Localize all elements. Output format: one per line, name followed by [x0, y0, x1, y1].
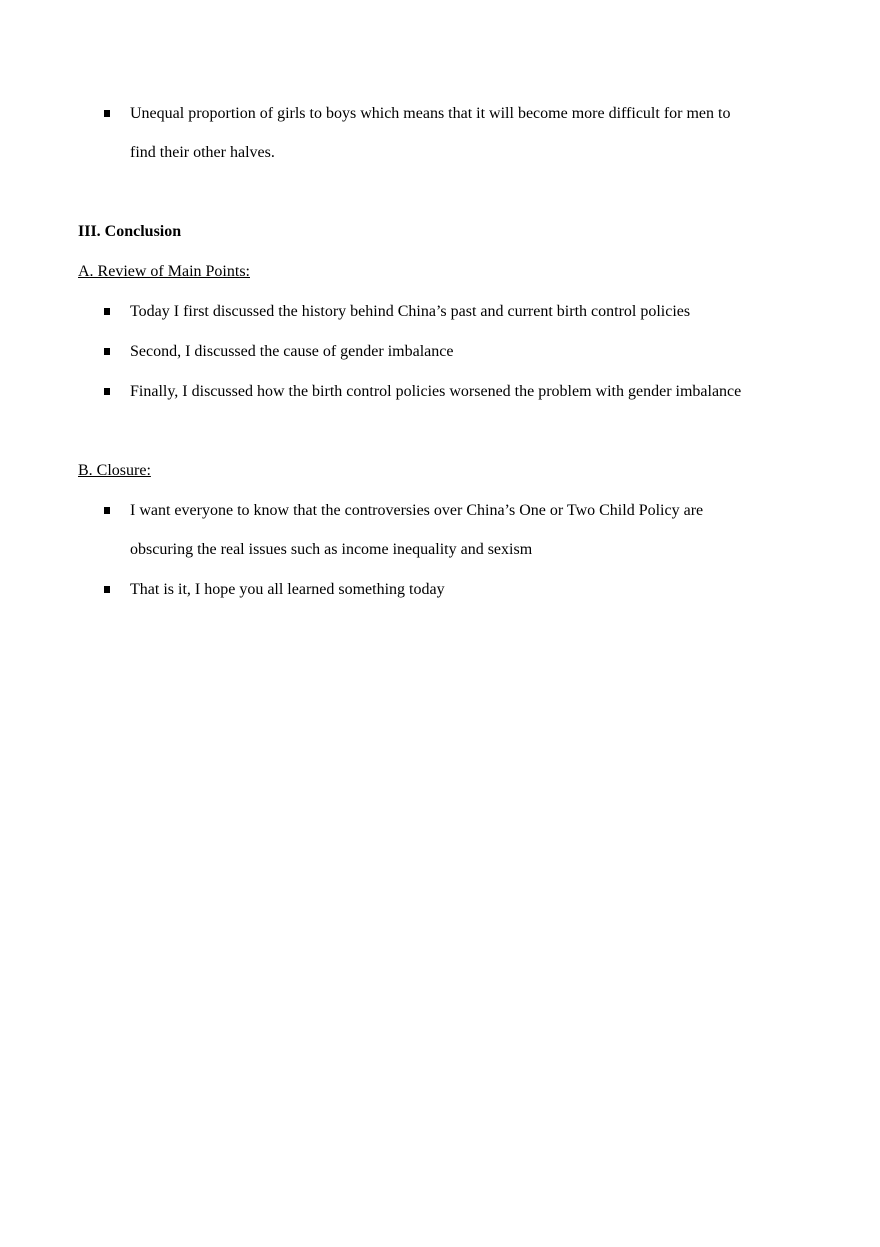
square-bullet-icon — [104, 348, 110, 355]
list-item — [0, 102, 880, 126]
square-bullet-icon — [104, 110, 110, 117]
list-item-text: Second, I discussed the cause of gender imbalance — [130, 343, 454, 360]
list-item-text: I want everyone to know that the controversies over China’s One or Two Child Policy are — [130, 502, 704, 519]
list-item-text: That is it, I hope you all learned something today — [130, 581, 445, 598]
square-bullet-icon — [104, 388, 110, 395]
list-item-continuation: obscuring the real issues such as income inequality and sexism — [130, 541, 533, 558]
square-bullet-icon — [104, 507, 110, 514]
subsection-heading-review: A. Review of Main Points: — [78, 263, 250, 280]
subsection-heading-closure: B. Closure: — [78, 462, 151, 479]
square-bullet-icon — [104, 308, 110, 315]
list-item — [0, 380, 880, 404]
list-item-text: Today I first discussed the history behind China’s past and current birth control policies — [130, 303, 691, 320]
list-item — [0, 578, 880, 602]
section-heading: III. Conclusion — [78, 223, 182, 240]
square-bullet-icon — [104, 586, 110, 593]
list-item — [0, 499, 880, 523]
list-item — [0, 340, 880, 364]
list-item-continuation: find their other halves. — [130, 144, 275, 161]
list-item — [0, 300, 880, 324]
list-item-text: Finally, I discussed how the birth control policies worsened the problem with gender imbalance — [130, 383, 742, 400]
list-item-text: Unequal proportion of girls to boys which means that it will become more difficult for men to — [130, 105, 731, 122]
